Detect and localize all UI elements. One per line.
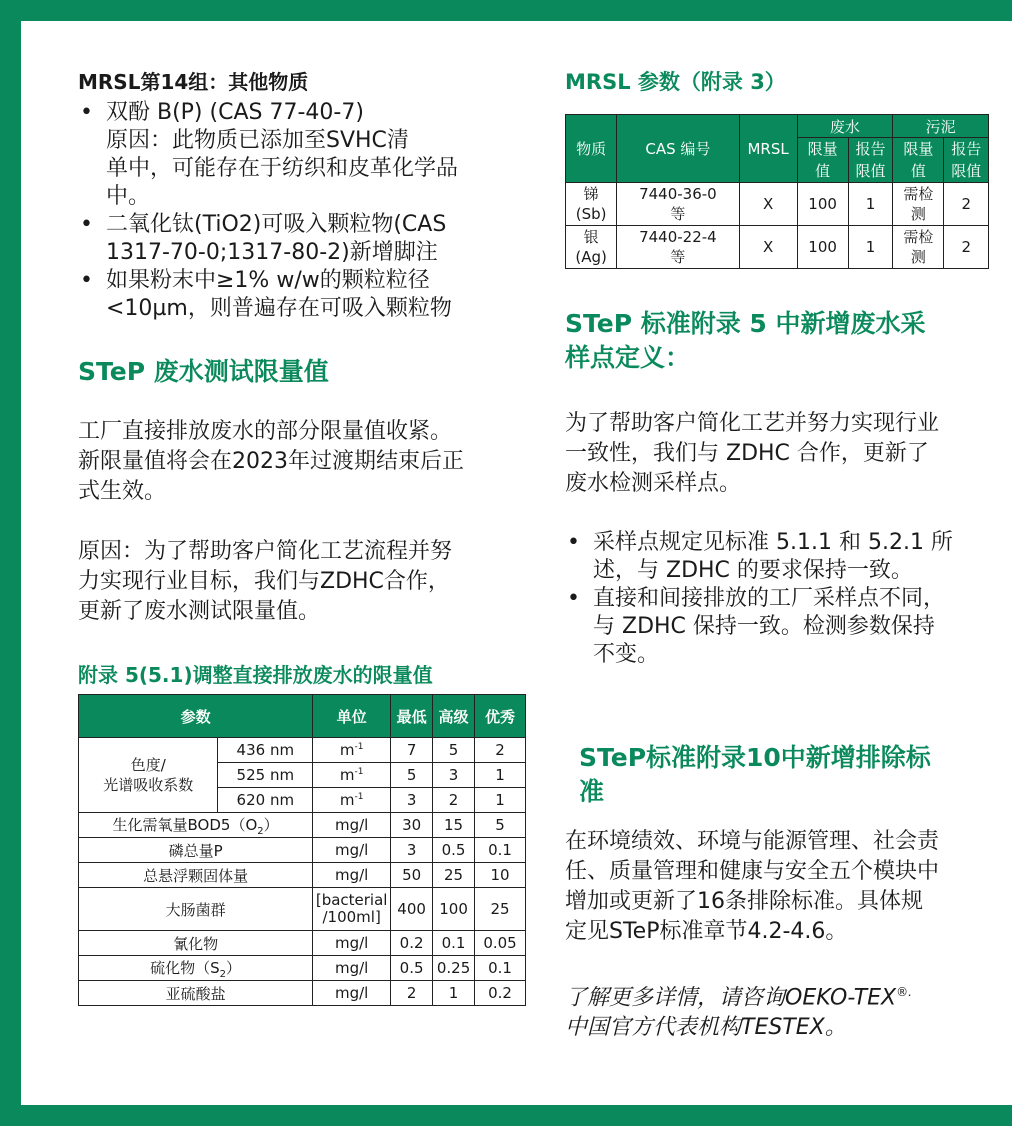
- bottom-border: [0, 1105, 1012, 1126]
- table-row: 大肠菌群 [bacterial /100ml] 400 100 25: [79, 888, 526, 931]
- table-row: 银 (Ag) 7440-22-4 等 X 100 1 需检 测 2: [566, 226, 989, 269]
- header-ww-report: 报告 限值: [848, 138, 893, 183]
- header-sludge: 污泥: [893, 115, 989, 138]
- wastewater-para1: 工厂直接排放废水的部分限量值收紧。 新限量值将会在2023年过渡期结束后正 式生效。: [78, 419, 464, 504]
- header-mrsl: MRSL: [739, 115, 797, 183]
- sampling-para: 为了帮助客户简化工艺并努力实现行业 一致性，我们与 ZDHC 合作，更新了 废水检测采样点。: [565, 411, 940, 496]
- table-row: 氰化物 mg/l 0.2 0.1 0.05: [79, 931, 526, 956]
- header-sl-report: 报告 限值: [944, 138, 989, 183]
- header-substance: 物质: [566, 115, 617, 183]
- header-param: 参数: [79, 695, 313, 738]
- header-sl-limit: 限量 值: [893, 138, 944, 183]
- table-row: 色度/ 光谱吸收系数 436 nm $m^{-1}$ 7 5 2: [79, 738, 526, 763]
- wastewater-title: STeP 废水测试限量值: [78, 357, 329, 386]
- top-border: [0, 0, 1012, 21]
- footer-note: 了解更多详情，请咨询OEKO-TEX®. 中国官方代表机构TESTEX。: [565, 985, 912, 1041]
- mrsl14-title: MRSL第14组：其他物质: [78, 70, 309, 94]
- table-row: 亚硫酸盐 mg/l 2 1 0.2: [79, 981, 526, 1006]
- table-row: 620 nm $m^{-1}$ 3 2 1: [79, 788, 526, 813]
- exclusion-title: STeP标准附录10中新增排除标 准: [579, 743, 931, 806]
- list-item: • 直接和间接排放的工厂采样点不同， 与 ZDHC 保持一致。检测参数保持 不变。: [565, 585, 997, 669]
- list-item: • 如果粉末中≥1% w/w的颗粒粒径 <10µm，则普遍存在可吸入颗粒物: [78, 267, 528, 323]
- exclusion-para: 在环境绩效、环境与能源管理、社会责 任、质量管理和健康与安全五个模块中 增加或更新了16条排除标准。具体规 定见STeP标准章节4.2-4.6。: [565, 829, 940, 944]
- table-row: 生化需氧量$BOD5(O_2)$ mg/l 30 15 5: [79, 813, 526, 838]
- header-excellent: 优秀: [475, 695, 526, 738]
- left-border: [0, 0, 21, 1126]
- header-ww-limit: 限量 值: [797, 138, 848, 183]
- right-column: [565, 66, 997, 1043]
- table-row: 525 nm $m^{-1}$ 5 3 1: [79, 763, 526, 788]
- sampling-bullets: [565, 529, 997, 669]
- list-item: • 双酚 B(P) (CAS 77-40-7) 原因：此物质已添加至SVHC清 单中，可能存在于纺织和皮革化学品 中。: [78, 99, 528, 211]
- list-item: • 二氧化钛(TiO2)可吸入颗粒物(CAS 1317-70-0;1317-80-2)新增脚注: [78, 211, 528, 267]
- mrsl-parameter-table: [565, 114, 989, 269]
- header-cas: CAS 编号: [617, 115, 739, 183]
- table5-title: 附录 5(5.1)调整直接排放废水的限量值: [78, 663, 433, 687]
- header-advanced: 高级: [433, 695, 475, 738]
- wastewater-para2: 原因：为了帮助客户简化工艺流程并努 力实现行业目标，我们与ZDHC合作， 更新了废水测试限量值。: [78, 539, 453, 624]
- table-row: 锑 (Sb) 7440-36-0 等 X 100 1 需检 测 2: [566, 183, 989, 226]
- wastewater-limits-table: [78, 694, 526, 1006]
- header-unit: 单位: [313, 695, 391, 738]
- sampling-title: STeP 标准附录 5 中新增废水采 样点定义：: [565, 309, 926, 372]
- left-column: [78, 66, 528, 1006]
- table-row: 硫化物$(S_2)$ mg/l 0.5 0.25 0.1: [79, 956, 526, 981]
- table-row: 磷总量P mg/l 3 0.5 0.1: [79, 838, 526, 863]
- header-wastewater: 废水: [797, 115, 893, 138]
- mrsl14-bullets: [78, 99, 528, 323]
- table3-title: MRSL 参数（附录 3）: [565, 70, 786, 94]
- color-param: 色度/ 光谱吸收系数: [79, 738, 218, 813]
- list-item: • 采样点规定见标准 5.1.1 和 5.2.1 所 述，与 ZDHC 的要求保持一致。: [565, 529, 997, 585]
- header-min: 最低: [391, 695, 433, 738]
- table-row: 总悬浮颗固体量 mg/l 50 25 10: [79, 863, 526, 888]
